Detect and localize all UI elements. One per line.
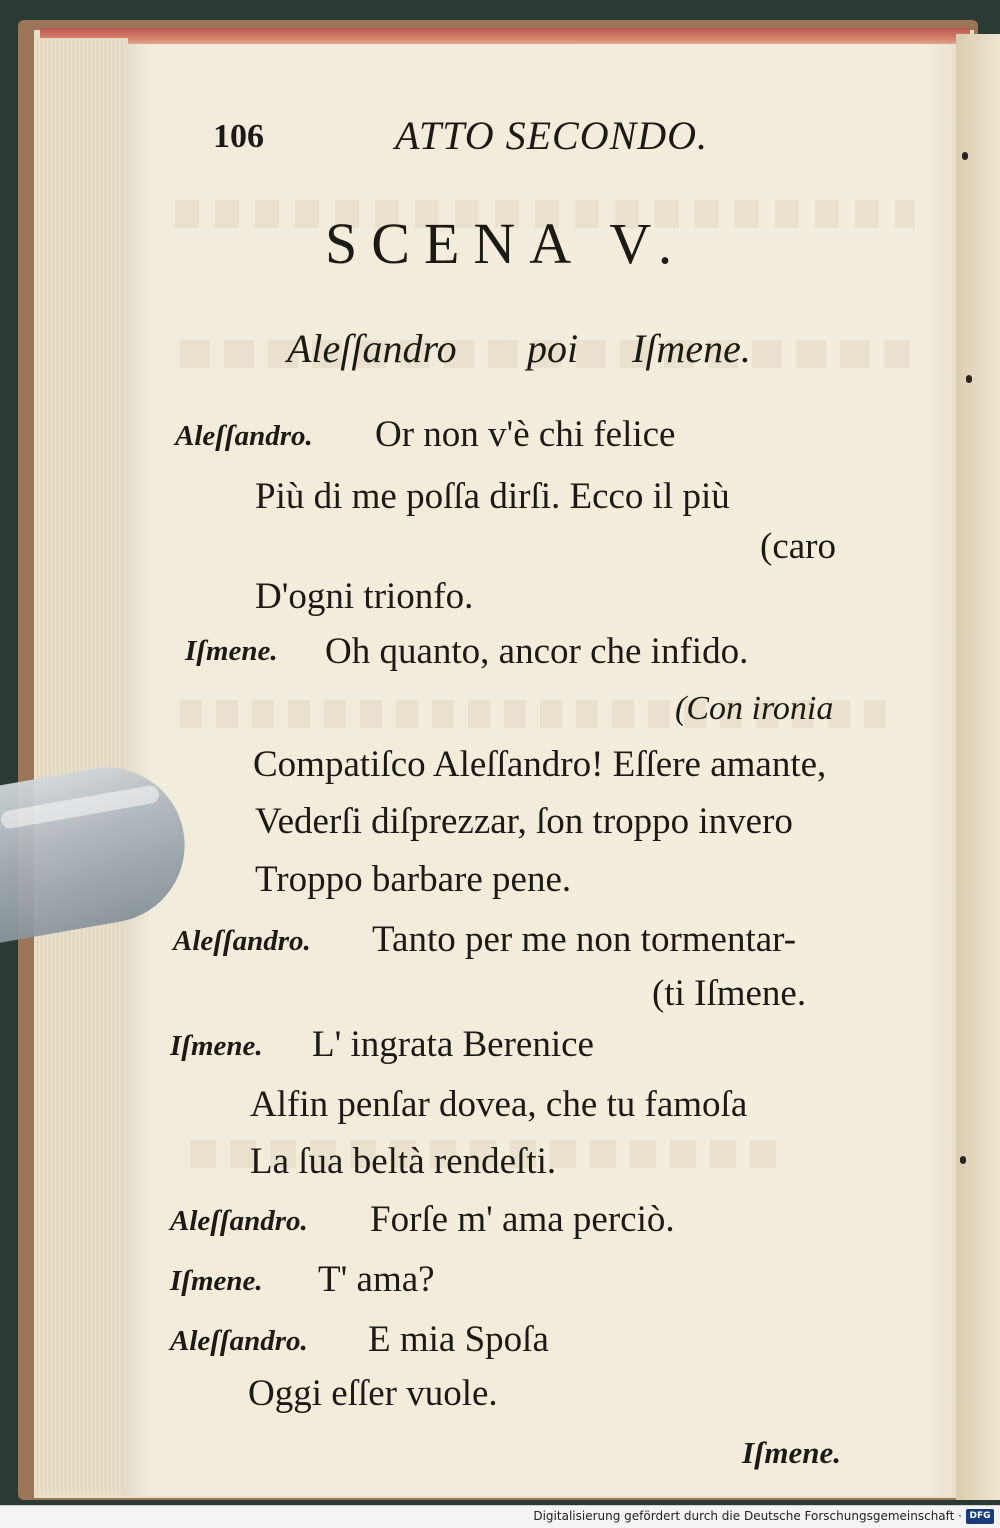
speaker-name: Iſmene. [185,635,278,667]
running-head: ATTO SECONDO. [395,113,709,158]
subtitle-part: poi [527,326,579,371]
verse-line: L' ingrata Berenice [312,1024,594,1065]
speaker-name: Aleſſandro. [175,420,313,452]
footer-bar [0,1505,1000,1528]
speck [962,152,968,160]
scene-title: SCENA V. [325,211,687,276]
page-number: 106 [213,118,264,155]
funding-credit: Digitalisierung gefördert durch die Deutsche Forschungsgemeinschaft · [533,1509,962,1523]
verse-line: Troppo barbare pene. [255,859,572,900]
speaker-name: Iſmene. [170,1265,263,1297]
verse-line: Or non v'è chi felice [375,414,676,455]
verse-line: Alfin penſar dovea, che tu famoſa [250,1084,748,1125]
speaker-name: Aleſſandro. [173,925,311,957]
verse-line: (caro [760,526,836,567]
speaker-name: Aleſſandro. [170,1205,308,1237]
verse-line: Più di me poſſa dirſi. Ecco il più [255,476,730,517]
speaker-name: Aleſſandro. [170,1325,308,1357]
verse-line: Oggi eſſer vuole. [248,1373,498,1414]
verse-line: Tanto per me non tormentar- [372,919,797,960]
catchword: Iſmene. [742,1435,842,1470]
verse-line: D'ogni trionfo. [255,576,474,617]
verse-line: Vederſi diſprezzar, ſon troppo invero [255,801,793,842]
binding-shadow [956,34,1000,1500]
speaker-name: Iſmene. [170,1030,263,1062]
speck [960,1156,966,1164]
stage-direction: (Con ironia [675,690,834,727]
verse-line: Compatiſco Aleſſandro! Eſſere amante, [253,744,827,785]
verse-line: Forſe m' ama perciò. [370,1199,675,1240]
subtitle-part: Iſmene. [632,326,751,371]
verse-line: E mia Spoſa [368,1319,549,1360]
verse-line: Oh quanto, ancor che infido. [325,631,749,672]
verse-line: (ti Iſmene. [652,973,807,1014]
verse-line: La ſua beltà rendeſti. [250,1141,557,1182]
dfg-logo: DFG [966,1509,994,1524]
page-edges [36,38,128,1493]
speck [966,375,972,383]
subtitle-part: Aleſſandro [287,326,457,371]
verse-line: T' ama? [318,1259,435,1300]
